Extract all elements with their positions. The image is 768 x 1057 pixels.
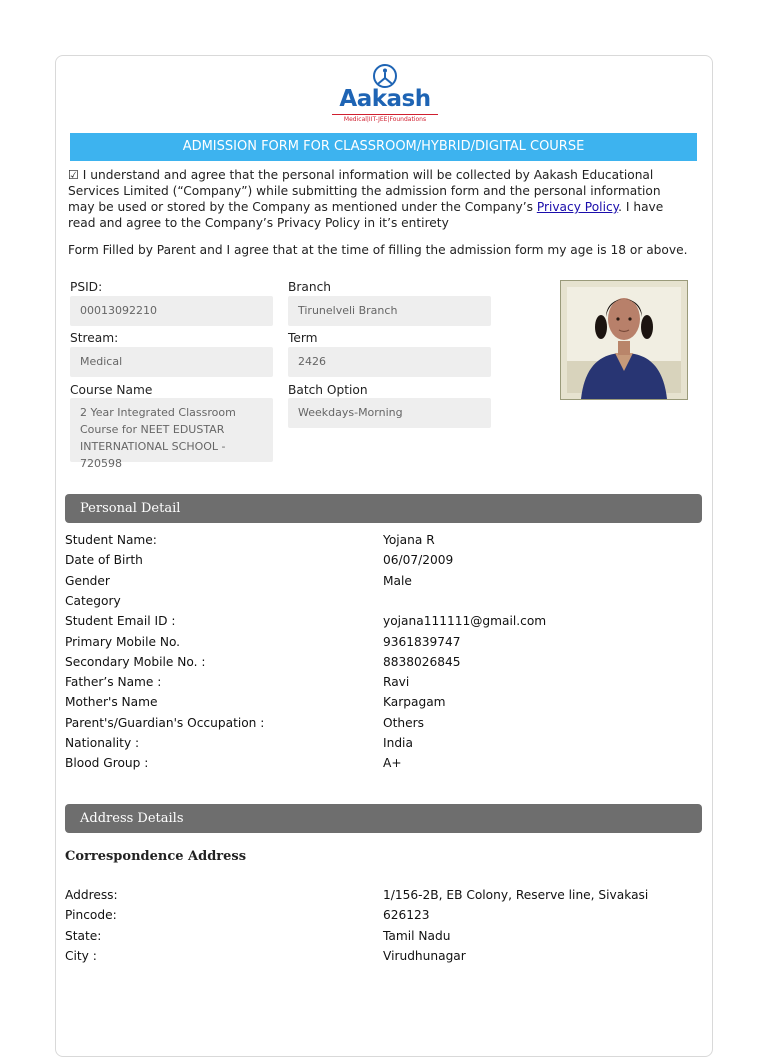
branch-label: Branch [288, 280, 331, 294]
personal-detail-row [65, 695, 705, 715]
personal-detail-value: Karpagam [383, 695, 446, 710]
personal-detail-label: Nationality : [65, 736, 140, 750]
course-name-field: 2 Year Integrated Classroom Course for NEET EDUSTAR INTERNATIONAL SCHOOL - 720598 [70, 398, 273, 462]
personal-detail-label: Father’s Name : [65, 675, 162, 690]
personal-detail-row [65, 716, 705, 736]
personal-detail-row [65, 614, 705, 634]
term-field: 2426 [288, 347, 491, 377]
personal-detail-label: Student Name: [65, 533, 157, 547]
personal-detail-value: 06/07/2009 [383, 553, 454, 568]
address-row [65, 929, 705, 949]
personal-detail-value: 9361839747 [383, 634, 461, 649]
personal-detail-value: 8838026845 [383, 654, 461, 669]
personal-detail-label: Mother's Name [65, 695, 158, 710]
consent-statement [68, 167, 680, 231]
personal-detail-label: Parent's/Guardian's Occupation : [65, 715, 265, 730]
student-photo-image [561, 281, 687, 399]
personal-detail-header: Personal Detail [65, 494, 702, 523]
personal-detail-label: Student Email ID : [65, 614, 176, 629]
personal-detail-value: Ravi [383, 675, 410, 690]
personal-detail-row [65, 675, 705, 695]
personal-detail-value: A+ [383, 756, 402, 771]
personal-detail-row [65, 736, 705, 756]
personal-detail-label: Primary Mobile No. [65, 634, 181, 649]
address-details-header: Address Details [65, 804, 702, 833]
stream-field: Medical [70, 347, 273, 377]
batch-option-field: Weekdays-Morning [288, 398, 491, 428]
consent-text-end: . I have read and agree to the Company’s Privacy Policy in it’s entirety [68, 200, 664, 230]
personal-detail-row [65, 756, 705, 776]
address-label: City : [65, 948, 97, 963]
address-value: 626123 [383, 908, 430, 923]
personal-detail-label: Category [65, 593, 121, 608]
age-declaration: Form Filled by Parent and I agree that at the time of filling the admission form my age is 18 or above. [68, 243, 688, 257]
personal-detail-value: India [383, 736, 413, 750]
branch-field: Tirunelveli Branch [288, 296, 491, 326]
personal-detail-label: Secondary Mobile No. : [65, 654, 206, 669]
personal-detail-value: Yojana R [383, 533, 435, 547]
personal-detail-row [65, 553, 705, 573]
batch-option-label: Batch Option [288, 383, 368, 397]
psid-field: 00013092210 [70, 296, 273, 326]
address-row [65, 949, 705, 969]
personal-detail-value: yojana111111@gmail.com [383, 614, 547, 629]
form-title: ADMISSION FORM FOR CLASSROOM/HYBRID/DIGITAL COURSE [70, 133, 697, 161]
stream-label: Stream: [70, 331, 119, 345]
personal-detail-row [65, 574, 705, 594]
address-value: 1/156-2B, EB Colony, Reserve line, Sivakasi [383, 888, 649, 902]
psid-label: PSID: [70, 280, 103, 294]
course-name-label: Course Name [70, 383, 153, 397]
personal-detail-row [65, 594, 705, 614]
address-value: Virudhunagar [383, 948, 466, 963]
personal-detail-row [65, 635, 705, 655]
personal-detail-label: Gender [65, 573, 110, 588]
student-photo [560, 280, 688, 400]
personal-detail-row [65, 655, 705, 675]
personal-detail-label: Date of Birth [65, 553, 143, 568]
address-label: State: [65, 928, 102, 943]
address-label: Pincode: [65, 908, 117, 923]
term-label: Term [288, 331, 318, 345]
address-row [65, 908, 705, 928]
brand-tagline: Medical|IIT-JEE|Foundations [343, 116, 427, 123]
personal-detail-label: Blood Group : [65, 756, 149, 771]
consent-checkbox[interactable]: ☑ [68, 168, 79, 182]
logo-underline [332, 114, 438, 115]
privacy-policy-link[interactable]: Privacy Policy [536, 200, 619, 214]
aakash-logo [330, 64, 440, 124]
address-label: Address: [65, 888, 118, 902]
consent-text: I understand and agree that the personal information will be collected by Aakash Educational Services Limited (“Company”) while submitting the admission form and the personal information may be used or stored by the Company as mentioned under the Company’s [68, 168, 661, 214]
correspondence-address-heading: Correspondence Address [65, 849, 247, 864]
personal-detail-value: Others [383, 715, 424, 730]
address-value: Tamil Nadu [383, 928, 451, 943]
personal-detail-row [65, 533, 705, 553]
brand-name: Aakash [339, 86, 431, 112]
address-row [65, 888, 705, 908]
personal-detail-value: Male [383, 573, 412, 588]
